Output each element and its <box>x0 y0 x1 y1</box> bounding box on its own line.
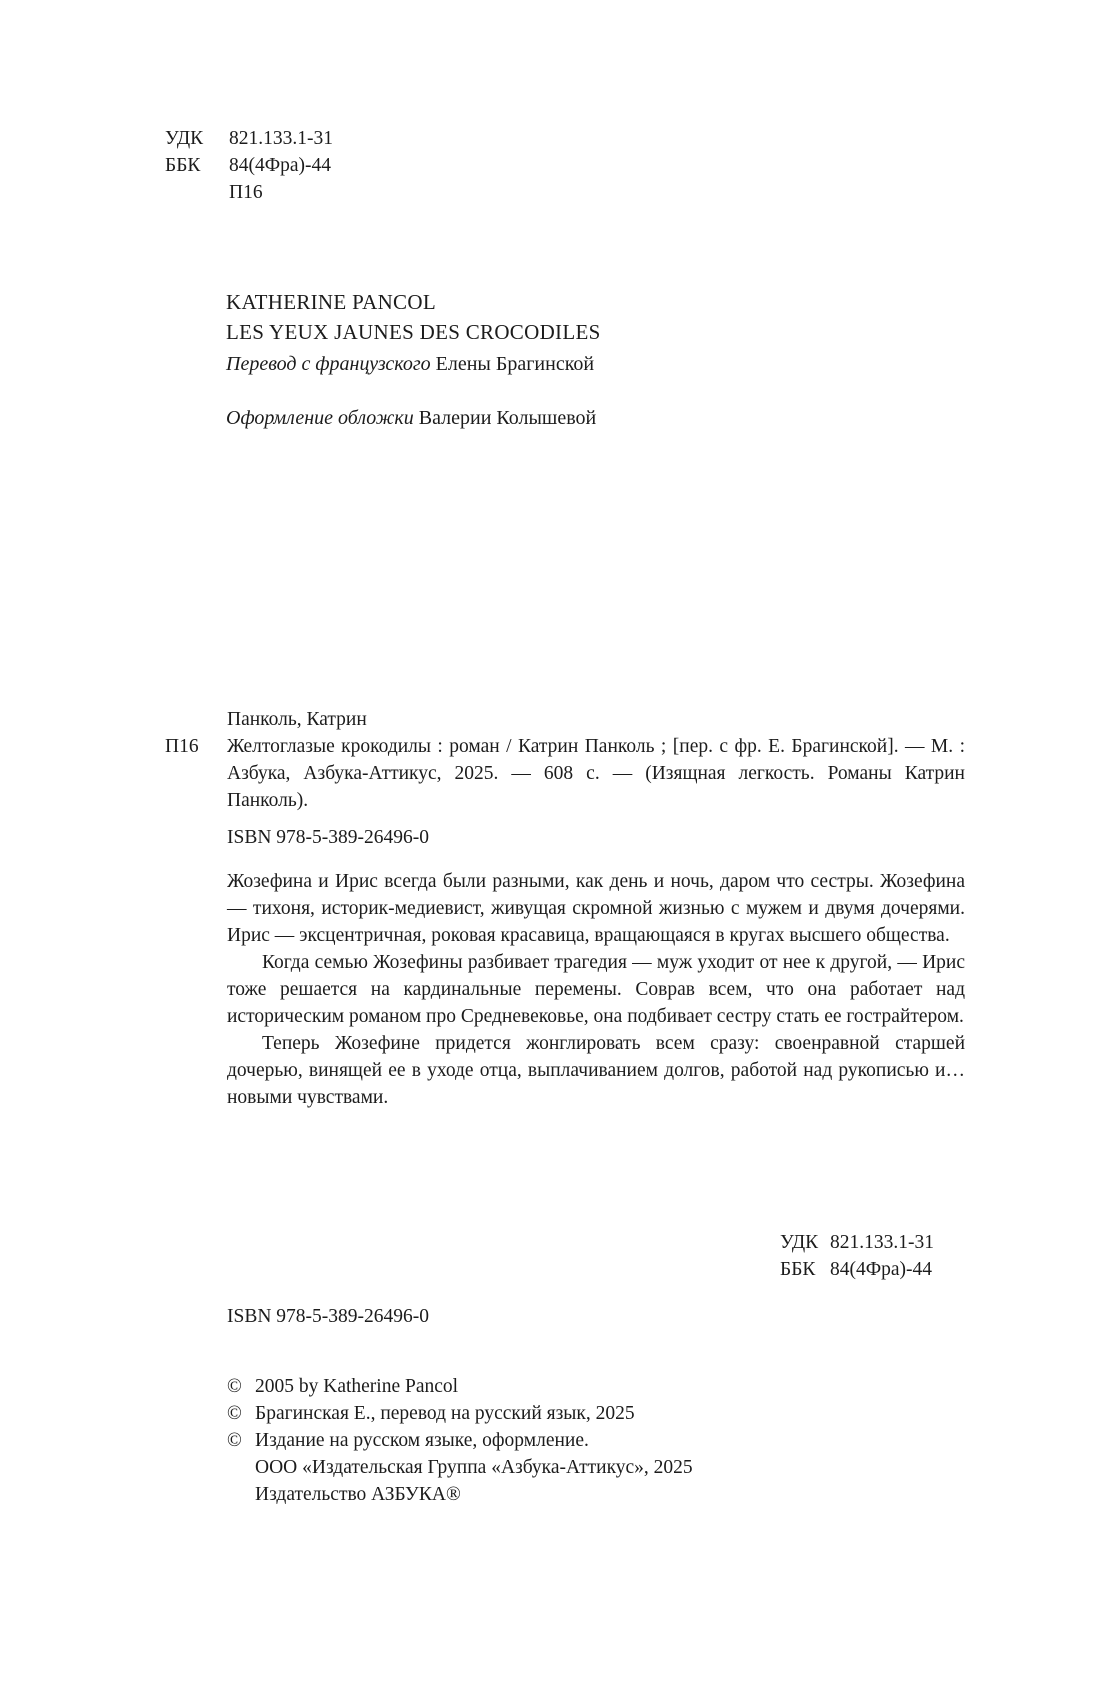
translator-role: Перевод с французского <box>226 353 431 375</box>
bbk-row <box>165 152 333 179</box>
author-heading: Панколь, Катрин <box>227 709 367 730</box>
author-mark-row <box>165 179 333 206</box>
original-title-block <box>226 287 601 347</box>
biblio-description: Желтоглазые крокодилы : роман / Катрин Панколь ; [пер. с фр. Е. Брагинской]. — М. : Азбука, Азбука-Аттикус, 2025. — 608 с. — (Изящная легкость. Романы Катрин Панколь). <box>227 736 965 811</box>
copyright-line <box>227 1400 693 1427</box>
bbk-value: 84(4Фра)-44 <box>229 155 332 176</box>
cover-design-role: Оформление обложки <box>226 407 414 429</box>
classification-bottom <box>780 1229 934 1283</box>
translator-name: Елены Брагинской <box>435 353 595 375</box>
publisher-name: Издательство АЗБУКА® <box>255 1484 461 1505</box>
copyright-spacer <box>227 1481 255 1508</box>
copyright-text: 2005 by Katherine Pancol <box>255 1376 459 1397</box>
udk-label-bottom: УДК <box>780 1232 819 1253</box>
isbn-bottom: ISBN 978-5-389-26496-0 <box>227 1306 430 1327</box>
copyright-spacer <box>227 1454 255 1481</box>
original-author: KATHERINE PANCOL <box>226 290 436 314</box>
copyright-text: Издание на русском языке, оформление. <box>255 1430 589 1451</box>
classification-top <box>165 125 333 206</box>
author-mark-label <box>165 179 229 206</box>
udk-row-bottom <box>780 1229 934 1256</box>
copyright-text: Брагинская Е., перевод на русский язык, 2025 <box>255 1403 635 1424</box>
copyright-text: ООО «Издательская Группа «Азбука-Аттикус», 2025 <box>255 1457 693 1478</box>
udk-value: 821.133.1-31 <box>229 128 333 149</box>
bibliographic-record <box>165 706 965 851</box>
bbk-label: ББК <box>165 155 201 176</box>
copyright-line <box>227 1427 693 1454</box>
cover-design-name: Валерии Колышевой <box>418 407 597 429</box>
original-title: LES YEUX JAUNES DES CROCODILES <box>226 320 601 344</box>
annotation-paragraph: Жозефина и Ирис всегда были разными, как день и ночь, даром что сестры. Жозефина — тихоня, историк-медиевист, живущая скромной жизнью с мужем и двумя дочерями. Ирис — эксцентричная, роковая красавица, вращающаяся в кругах высшего общества. <box>227 871 965 946</box>
annotation-paragraph: Когда семью Жозефины разбивает трагедия — муж уходит от нее к другой, — Ирис тоже решается на кардинальные перемены. Соврав всем, что она работает над историческим романом про Средневековье, она подбивает сестру стать ее гострайтером. <box>227 952 965 1027</box>
translator-credit <box>226 351 594 378</box>
bbk-value-bottom: 84(4Фра)-44 <box>830 1259 933 1280</box>
annotation-paragraph: Теперь Жозефине придется жонглировать всем сразу: своенравной старшей дочерью, винящей ее в уходе отца, выплачиванием долгов, работой над рукописью и… новыми чувствами. <box>227 1033 965 1108</box>
udk-label: УДК <box>165 128 204 149</box>
bbk-label-bottom: ББК <box>780 1259 816 1280</box>
copyright-icon: © <box>227 1403 242 1424</box>
copyright-line <box>227 1454 693 1481</box>
biblio-isbn: ISBN 978-5-389-26496-0 <box>227 827 430 848</box>
bbk-row-bottom <box>780 1256 934 1283</box>
cover-design-credit <box>226 405 596 432</box>
author-mark-value: П16 <box>229 182 263 203</box>
annotation <box>227 868 965 1111</box>
copyright-line <box>227 1373 693 1400</box>
biblio-code: П16 <box>165 736 199 757</box>
copyright-line <box>227 1481 693 1508</box>
copyright-icon: © <box>227 1376 242 1397</box>
biblio-description-row <box>165 733 965 814</box>
udk-row <box>165 125 333 152</box>
copyright-block <box>227 1373 693 1508</box>
udk-value-bottom: 821.133.1-31 <box>830 1232 934 1253</box>
copyright-icon: © <box>227 1430 242 1451</box>
